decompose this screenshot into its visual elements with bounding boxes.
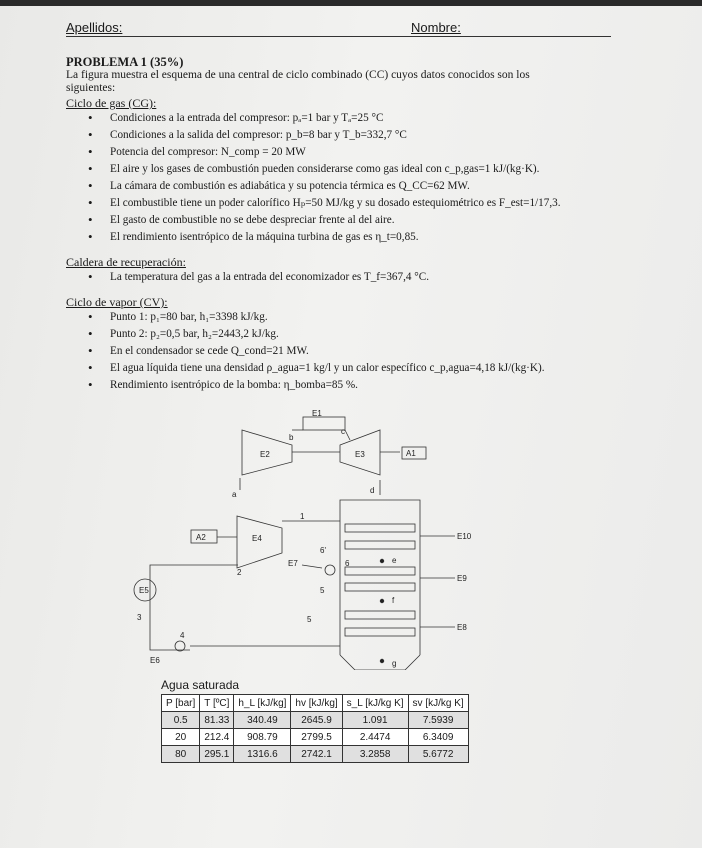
col-header: s_L [kJ/kg K] <box>342 695 408 712</box>
table-cell: 2.4474 <box>342 729 408 746</box>
gas-item: • El rendimiento isentrópico de la máquina turbina de gas es η_t=0,85. <box>110 230 419 244</box>
table-row <box>162 712 469 729</box>
pipe-c <box>345 430 350 440</box>
table-header-row <box>162 695 469 712</box>
point-f: f <box>392 596 395 605</box>
table-title: Agua saturada <box>161 678 240 692</box>
coil-e8b <box>345 628 415 636</box>
gas-item: • El combustible tiene un poder calorífico Hₚ=50 MJ/kg y su dosado estequiométrico es F_est=1/17,3. <box>110 196 561 210</box>
point-6p: 6' <box>320 546 326 555</box>
table-cell: 6.3409 <box>408 729 468 746</box>
point-5: 5 <box>320 586 325 595</box>
coil-e10b <box>345 541 415 549</box>
apellidos-label: Apellidos: <box>66 20 123 35</box>
combustor-box <box>303 417 345 430</box>
col-header: P [bar] <box>162 695 200 712</box>
label-e2: E2 <box>260 450 270 459</box>
table-cell: 5.6772 <box>408 746 468 763</box>
table-cell: 2742.1 <box>291 746 342 763</box>
table-cell: 81.33 <box>200 712 234 729</box>
label-e3: E3 <box>355 450 365 459</box>
label-e1: E1 <box>312 409 322 418</box>
saturated-water-table <box>161 694 469 763</box>
point-3: 3 <box>137 613 142 622</box>
arrow-e7 <box>302 565 322 568</box>
label-e9: E9 <box>457 574 467 583</box>
problem-intro-2: siguientes: <box>66 82 116 94</box>
col-header: T [ºC] <box>200 695 234 712</box>
pump-e6 <box>175 641 185 651</box>
point-b: b <box>289 433 294 442</box>
table-row <box>162 729 469 746</box>
point-5b: 5 <box>307 615 312 624</box>
steam-item: • En el condensador se cede Q_cond=21 MW. <box>110 344 309 358</box>
point-g: g <box>392 659 397 668</box>
problem-intro-1: La figura muestra el esquema de una central de ciclo combinado (CC) cuyos datos conocidos son los <box>66 69 530 81</box>
table-cell: 908.79 <box>234 729 291 746</box>
point-e: e <box>392 556 397 565</box>
table-cell: 80 <box>162 746 200 763</box>
steam-item: • Rendimiento isentrópico de la bomba: η_bomba=85 %. <box>110 378 358 392</box>
point-2: 2 <box>237 568 242 577</box>
point-d: d <box>370 486 375 495</box>
label-a1: A1 <box>406 449 416 458</box>
dot-e <box>380 559 384 563</box>
hrsg-bottom <box>340 655 420 670</box>
pump-e7 <box>325 565 335 575</box>
coil-e10 <box>345 524 415 532</box>
hrsg-top <box>340 500 420 520</box>
coil-e8 <box>345 611 415 619</box>
col-header: hv [kJ/kg] <box>291 695 342 712</box>
steam-cycle-heading: Ciclo de vapor (CV): <box>66 295 168 309</box>
col-header: sv [kJ/kg K] <box>408 695 468 712</box>
point-a: a <box>232 490 237 499</box>
table-row <box>162 746 469 763</box>
table-cell: 3.2858 <box>342 746 408 763</box>
table-cell: 7.5939 <box>408 712 468 729</box>
table-cell: 1.091 <box>342 712 408 729</box>
col-header: h_L [kJ/kg] <box>234 695 291 712</box>
condenser-loop <box>150 565 238 650</box>
table-cell: 1316.6 <box>234 746 291 763</box>
nombre-label: Nombre: <box>411 20 461 35</box>
recovery-heading: Caldera de recuperación: <box>66 255 186 269</box>
table-cell: 2799.5 <box>291 729 342 746</box>
table-cell: 340.49 <box>234 712 291 729</box>
label-e10: E10 <box>457 532 472 541</box>
label-e8: E8 <box>457 623 467 632</box>
gas-item: • Condiciones a la entrada del compresor: pₐ=1 bar y Tₐ=25 °C <box>110 111 383 125</box>
steam-item: • Punto 1: p₁=80 bar, h₁=3398 kJ/kg. <box>110 310 268 324</box>
plant-diagram <box>130 405 610 670</box>
recovery-item: • La temperatura del gas a la entrada del economizador es T_f=367,4 °C. <box>110 270 429 284</box>
coil-e9b <box>345 583 415 591</box>
label-a2: A2 <box>196 533 206 542</box>
student-header <box>66 20 611 37</box>
label-e5: E5 <box>139 586 149 595</box>
coil-e9 <box>345 567 415 575</box>
point-1: 1 <box>300 512 305 521</box>
problem-title: PROBLEMA 1 (35%) <box>66 55 184 69</box>
steam-item: • El agua líquida tiene una densidad ρ_agua=1 kg/l y un calor específico c_p,agua=4,18 kJ/(kg·K). <box>110 361 545 375</box>
gas-item: • El gasto de combustible no se debe despreciar frente al del aire. <box>110 213 395 227</box>
table-cell: 212.4 <box>200 729 234 746</box>
top-strip <box>0 0 702 6</box>
label-e6: E6 <box>150 656 160 665</box>
gas-cycle-heading: Ciclo de gas (CG): <box>66 96 157 110</box>
gas-item: • Potencia del compresor: N_comp = 20 MW <box>110 145 306 159</box>
label-e4: E4 <box>252 534 262 543</box>
gas-item: • La cámara de combustión es adiabática y su potencia térmica es Q_CC=62 MW. <box>110 179 470 193</box>
gas-item: • Condiciones a la salida del compresor: p_b=8 bar y T_b=332,7 °C <box>110 128 407 142</box>
table-cell: 20 <box>162 729 200 746</box>
point-4: 4 <box>180 631 185 640</box>
dot-g <box>380 659 384 663</box>
point-c: c <box>341 427 345 436</box>
steam-item: • Punto 2: p₂=0,5 bar, h₂=2443,2 kJ/kg. <box>110 327 279 341</box>
label-e7: E7 <box>288 559 298 568</box>
table-cell: 0.5 <box>162 712 200 729</box>
gas-item: • El aire y los gases de combustión pueden considerarse como gas ideal con c_p,gas=1 kJ/(kg·K). <box>110 162 539 176</box>
point-6: 6 <box>345 559 350 568</box>
table-cell: 2645.9 <box>291 712 342 729</box>
table-cell: 295.1 <box>200 746 234 763</box>
dot-f <box>380 599 384 603</box>
